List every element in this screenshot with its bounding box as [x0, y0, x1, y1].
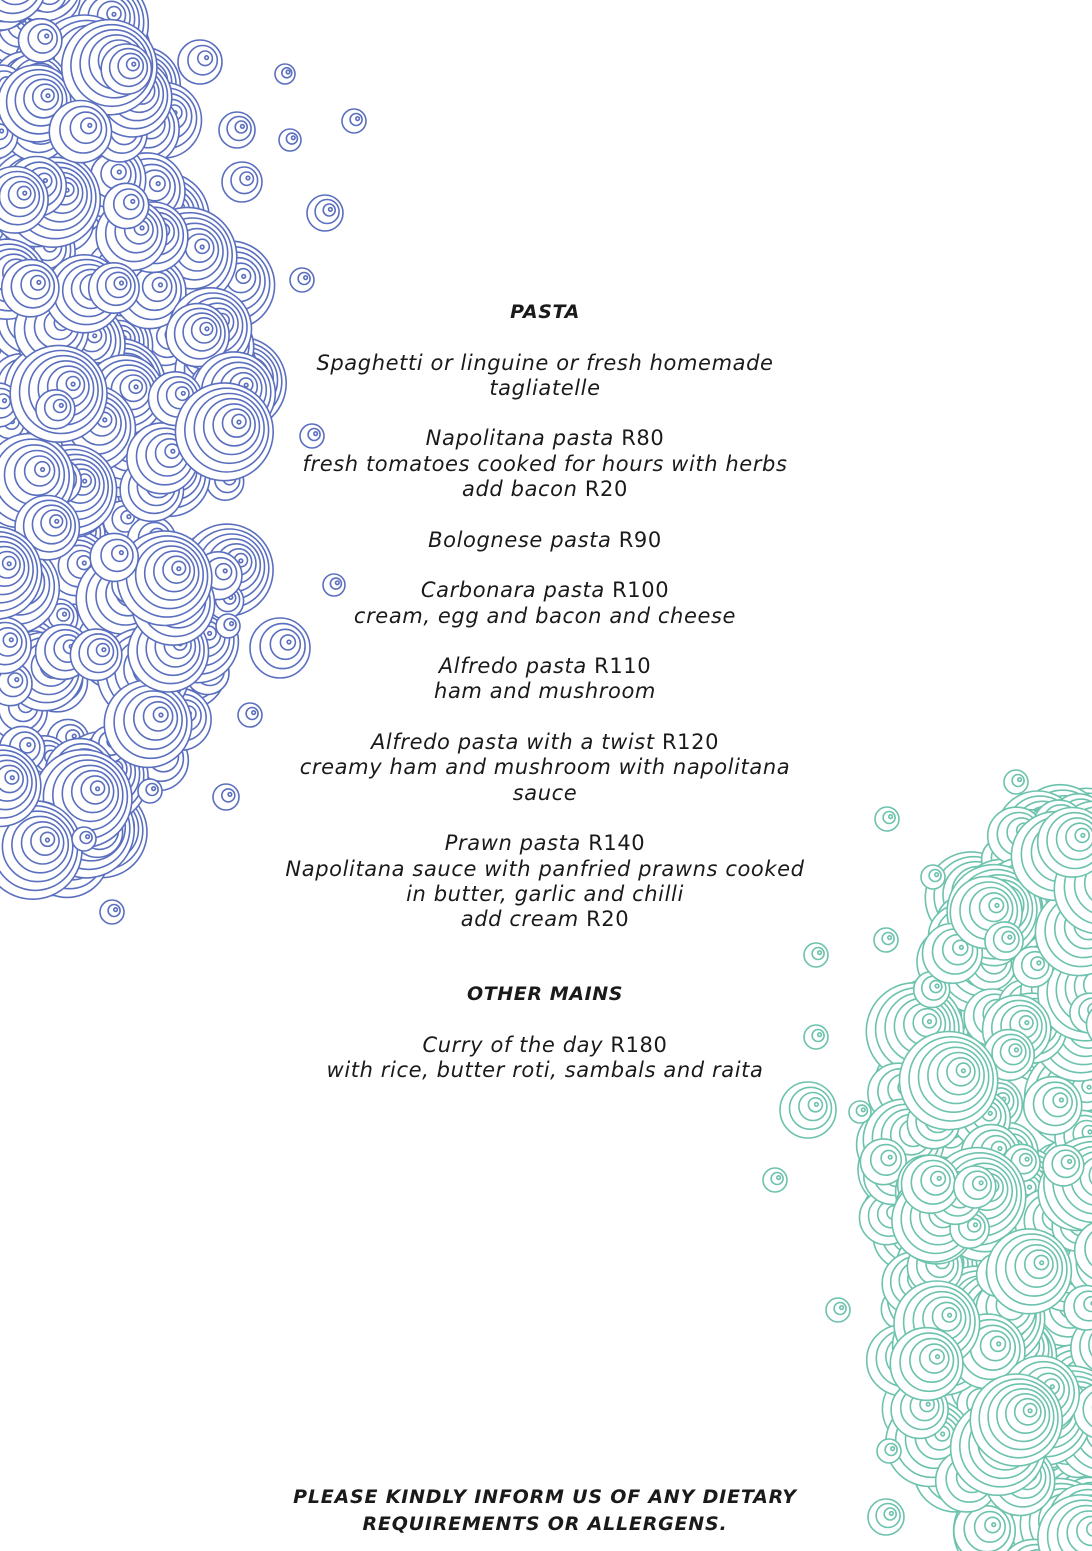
pasta-intro-line: tagliatelle: [489, 375, 601, 400]
item-price: R180: [610, 1033, 668, 1058]
item-name: Curry of the day: [422, 1033, 604, 1058]
dietary-notice: [230, 1484, 860, 1538]
pasta-intro-line: Spaghetti or linguine or fresh homemade: [316, 350, 774, 375]
item-description: sauce: [512, 780, 578, 805]
item-description: Napolitana sauce with panfried prawns cooked: [285, 856, 805, 881]
menu-content: [230, 300, 860, 1084]
item-description: creamy ham and mushroom with napolitana: [299, 755, 791, 780]
item-description: in butter, garlic and chilli: [406, 881, 684, 906]
item-name: Napolitana pasta: [425, 426, 614, 451]
item-description: fresh tomatoes cooked for hours with herbs: [302, 451, 788, 476]
item-name: Prawn pasta: [444, 831, 581, 856]
item-name: Alfredo pasta: [438, 654, 587, 679]
item-price: R80: [621, 426, 665, 451]
menu-item-napolitana: [230, 426, 860, 502]
item-extra-price: R20: [584, 477, 628, 502]
item-price: R100: [612, 578, 670, 603]
item-description: ham and mushroom: [434, 679, 656, 704]
pasta-heading: PASTA: [510, 301, 580, 323]
item-extra-price: R20: [586, 907, 630, 932]
item-price: R90: [618, 527, 662, 552]
item-price: R120: [661, 730, 720, 755]
item-description: with rice, butter roti, sambals and raita: [326, 1058, 764, 1083]
item-description: cream, egg and bacon and cheese: [353, 603, 737, 628]
menu-item-alfredo-twist: [230, 730, 860, 806]
notice-line: PLEASE KINDLY INFORM US OF ANY DIETARY: [293, 1486, 797, 1508]
menu-item-bolognese: [230, 528, 860, 553]
menu-item-carbonara: [230, 578, 860, 629]
item-extra: add bacon: [462, 477, 578, 502]
other-mains-heading: OTHER MAINS: [466, 983, 624, 1006]
item-name: Bolognese pasta: [428, 527, 612, 552]
menu-item-alfredo: [230, 654, 860, 705]
notice-line: REQUIREMENTS OR ALLERGENS.: [362, 1513, 728, 1535]
menu-item-prawn: [230, 831, 860, 932]
item-name: Alfredo pasta with a twist: [370, 730, 655, 755]
item-extra: add cream: [460, 907, 579, 932]
menu-item-curry: [230, 1033, 860, 1084]
item-price: R110: [594, 654, 652, 679]
item-name: Carbonara pasta: [420, 578, 605, 603]
item-price: R140: [588, 831, 646, 856]
